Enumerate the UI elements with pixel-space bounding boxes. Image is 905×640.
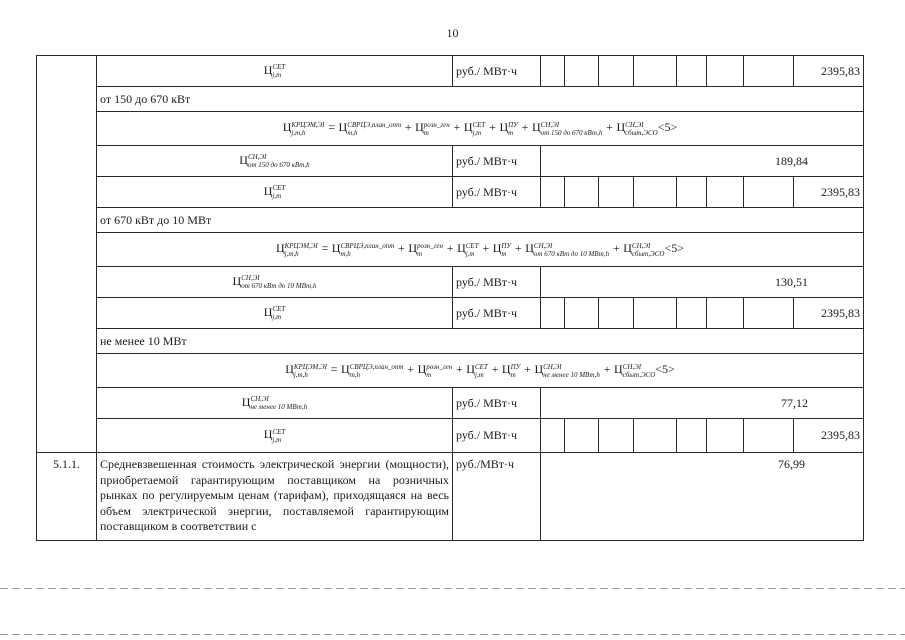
price-formula: ЦКРЦЭМ,ЭI j,m,h = ЦСВРЦЭ,план_опт m,h + Црозн_ген m + ЦСЕТ j,m + ЦПУ m + ЦСН,ЭI от 670 кВт до 10 МВт,h + ЦСН,ЭI сбыт,ЭСО<5> (97, 233, 864, 267)
item-number: 5.1.1. (37, 453, 97, 541)
unit-cell: руб./ МВт·ч (453, 298, 541, 329)
value-cell: 77,12 (541, 388, 864, 419)
set-symbol-cell: ЦСЕТ j,m (97, 177, 453, 208)
sn-symbol-cell: ЦСН,ЭI не менее 10 МВт,h (97, 388, 453, 419)
sn-symbol-cell: ЦСН,ЭI от 670 кВт до 10 МВт,h (97, 267, 453, 298)
value-cell: 130,51 (541, 267, 864, 298)
set-symbol-cell: ЦСЕТ j,m (97, 56, 453, 87)
value-cell: 189,84 (541, 146, 864, 177)
page-edge-line (0, 588, 905, 589)
value-cell: 76,99 (541, 453, 864, 541)
set-symbol-cell: ЦСЕТ j,m (97, 419, 453, 453)
table-row (37, 388, 864, 419)
unit-cell: руб./ МВт·ч (453, 419, 541, 453)
set-symbol-cell: ЦСЕТ j,m (97, 298, 453, 329)
table-row (37, 298, 864, 329)
item-description: Средневзвешенная стоимость электрической энергии (мощности), приобретаемой гарантирующим поставщиком на розничных рынках по регулируемым ценам (тарифам), приходящаяся на весь объем электрической энергии, поставляемой гарантирующим поставщиком в соответствии с (97, 453, 453, 541)
formula-row (37, 233, 864, 267)
table-row (37, 177, 864, 208)
unit-cell: руб./ МВт·ч (453, 388, 541, 419)
sn-symbol-cell: ЦСН,ЭI от 150 до 670 кВт,h (97, 146, 453, 177)
section-heading: от 670 кВт до 10 МВт (97, 208, 864, 233)
unit-cell: руб./ МВт·ч (453, 267, 541, 298)
value-cell: 2395,83 (794, 56, 864, 87)
page-edge-line (0, 634, 905, 635)
tariff-table (36, 55, 864, 541)
unit-cell: руб./ МВт·ч (453, 56, 541, 87)
formula-row (37, 112, 864, 146)
value-cell: 2395,83 (794, 419, 864, 453)
section-heading-row (37, 87, 864, 112)
table-row (37, 56, 864, 87)
value-cell: 2395,83 (794, 298, 864, 329)
section-heading: не менее 10 МВт (97, 329, 864, 354)
table-row (37, 146, 864, 177)
formula-row (37, 354, 864, 388)
table-row (37, 419, 864, 453)
table-row (37, 267, 864, 298)
unit-cell: руб./ МВт·ч (453, 146, 541, 177)
page-number: 10 (446, 26, 459, 40)
price-formula: ЦКРЦЭМ,ЭI j,m,h = ЦСВРЦЭ,план_опт m,h + Црозн_ген m + ЦСЕТ j,m + ЦПУ m + ЦСН,ЭI от 150 до 670 кВт,h + ЦСН,ЭI сбыт,ЭСО<5> (97, 112, 864, 146)
unit-cell: руб./ МВт·ч (453, 177, 541, 208)
unit-cell: руб./МВт·ч (453, 453, 541, 541)
price-formula: ЦКРЦЭМ,ЭI j,m,h = ЦСВРЦЭ,план_опт m,h + Црозн_ген m + ЦСЕТ j,m + ЦПУ m + ЦСН,ЭI не менее 10 МВт,h + ЦСН,ЭI сбыт,ЭСО<5> (97, 354, 864, 388)
number-cell (37, 56, 97, 87)
value-cell: 2395,83 (794, 177, 864, 208)
section-heading: от 150 до 670 кВт (97, 87, 864, 112)
table-row (37, 453, 864, 541)
section-heading-row (37, 208, 864, 233)
section-heading-row (37, 329, 864, 354)
